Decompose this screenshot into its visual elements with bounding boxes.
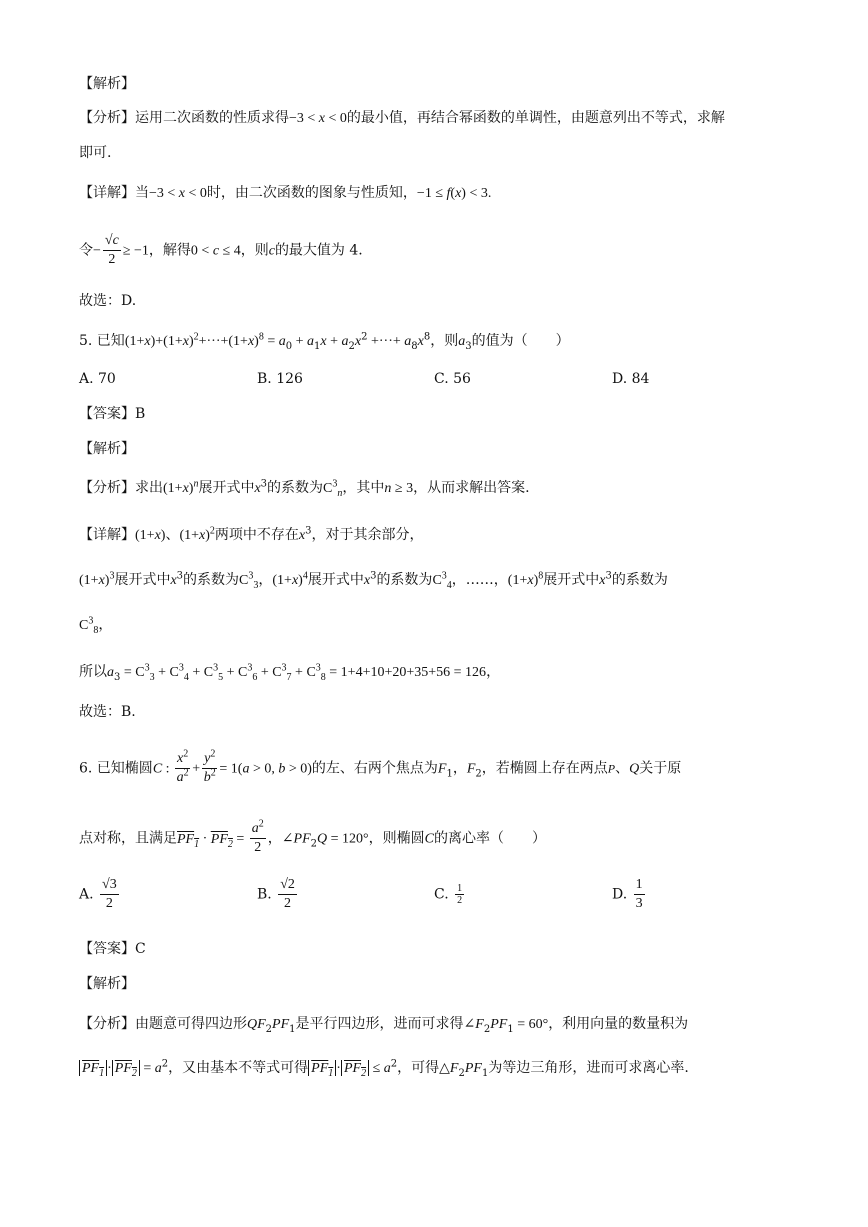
answer-choice-5: 故选：B. bbox=[79, 704, 136, 720]
q6-option-b: B. $\frac{√2}{2}$ bbox=[257, 877, 295, 911]
detail-paragraph-5-c83: $C^3_8$， bbox=[79, 615, 113, 636]
question-6-cont: 点对称，且满足$PF_1 \cdot PF_2$ = $\frac{a^2}{2}$ ，$\angle PF_2Q = 120^\circ$，则椭圆C的离心率（ ） bbox=[79, 818, 546, 855]
q6-option-c: C. $\frac{1}{2}$ bbox=[434, 883, 463, 906]
question-5: 5. 已知$(1+x)+(1+x)^2+\cdot\cdot\cdot+(1+x)^8 = a_0 + a_1x + a_2x^2$ +···+ $a_8x^8$，则$a_3$的值为（ ） bbox=[79, 331, 570, 352]
q5-option-b: B. 126 bbox=[257, 371, 303, 387]
analysis-paragraph-5: 【分析】求出$(1+x)^n$展开式中$x^3$的系数为$C^3_n$，其中n ≥ 3，从而求解出答案. bbox=[79, 478, 530, 499]
q5-option-c: C. 56 bbox=[434, 371, 471, 387]
q5-option-d: D. 84 bbox=[612, 371, 650, 387]
question-6: 6. 已知椭圆C : $\frac{x^2}{a^2}$ + $\frac{y^2}{b^2}$ = 1(a > 0, b > 0)的左、右两个焦点为$F_1$，$F_2$，若椭圆上存在两点P、Q关于原 bbox=[79, 748, 682, 785]
jiexi-heading-6: 【解析】 bbox=[79, 976, 135, 992]
q5-option-a: A. 70 bbox=[79, 371, 116, 387]
detail-paragraph-1-ling: 令− $\frac{√c}{2}$ ≥ −1，解得0 < c ≤ 4，则c的最大值为 4. bbox=[79, 233, 363, 267]
answer-6: 【答案】C bbox=[79, 941, 146, 957]
q6-option-d: D. $\frac{1}{3}$ bbox=[612, 877, 643, 911]
detail-paragraph-5: 【详解】(1+x)、$(1+x)^2$两项中不存在$x^3$，对于其余部分， bbox=[79, 525, 424, 543]
jiexi-heading-1: 【解析】 bbox=[79, 76, 135, 92]
jiexi-heading-5: 【解析】 bbox=[79, 441, 135, 457]
detail-paragraph-1: 【详解】当−3 < x < 0时，由二次函数的图象与性质知，−1 ≤ f(x) < 3. bbox=[79, 185, 492, 201]
analysis-paragraph-1: 【分析】运用二次函数的性质求得−3 < x < 0的最小值，再结合幂函数的单调性，由题意列出不等式，求解 bbox=[79, 110, 725, 126]
analysis-paragraph-1-cont: 即可. bbox=[79, 145, 112, 161]
detail-paragraph-5-coefficients: $(1+x)^3$展开式中$x^3$的系数为$C^3_3$，$(1+x)^4$展开式中$x^3$的系数为$C^3_4$，……，$(1+x)^8$展开式中$x^3$的系数为 bbox=[79, 570, 668, 591]
analysis-paragraph-6: 【分析】由题意可得四边形$QF_2PF_1$是平行四边形，进而可求得$\angle F_2PF_1 = 60^\circ$，利用向量的数量积为 bbox=[79, 1016, 689, 1035]
answer-5: 【答案】B bbox=[79, 406, 146, 422]
detail-paragraph-5-sum: 所以$a_3 = C^3_3 + C^3_4 + C^3_5 + C^3_6 + C^3_7 + C^3_8 = 1+4+10+20+35+56 = 126$， bbox=[79, 662, 501, 683]
answer-choice-1: 故选：D. bbox=[79, 293, 137, 309]
analysis-paragraph-6-cont: $PF_1 \cdot PF_2 = a^2$，又由基本不等式可得 $PF_1 \cdot PF_2 \le a^2$，可得$\triangle F_2PF_1$为等边三角形，进而可求离心率. bbox=[79, 1058, 689, 1079]
q6-option-a: A. $\frac{√3}{2}$ bbox=[79, 877, 117, 911]
